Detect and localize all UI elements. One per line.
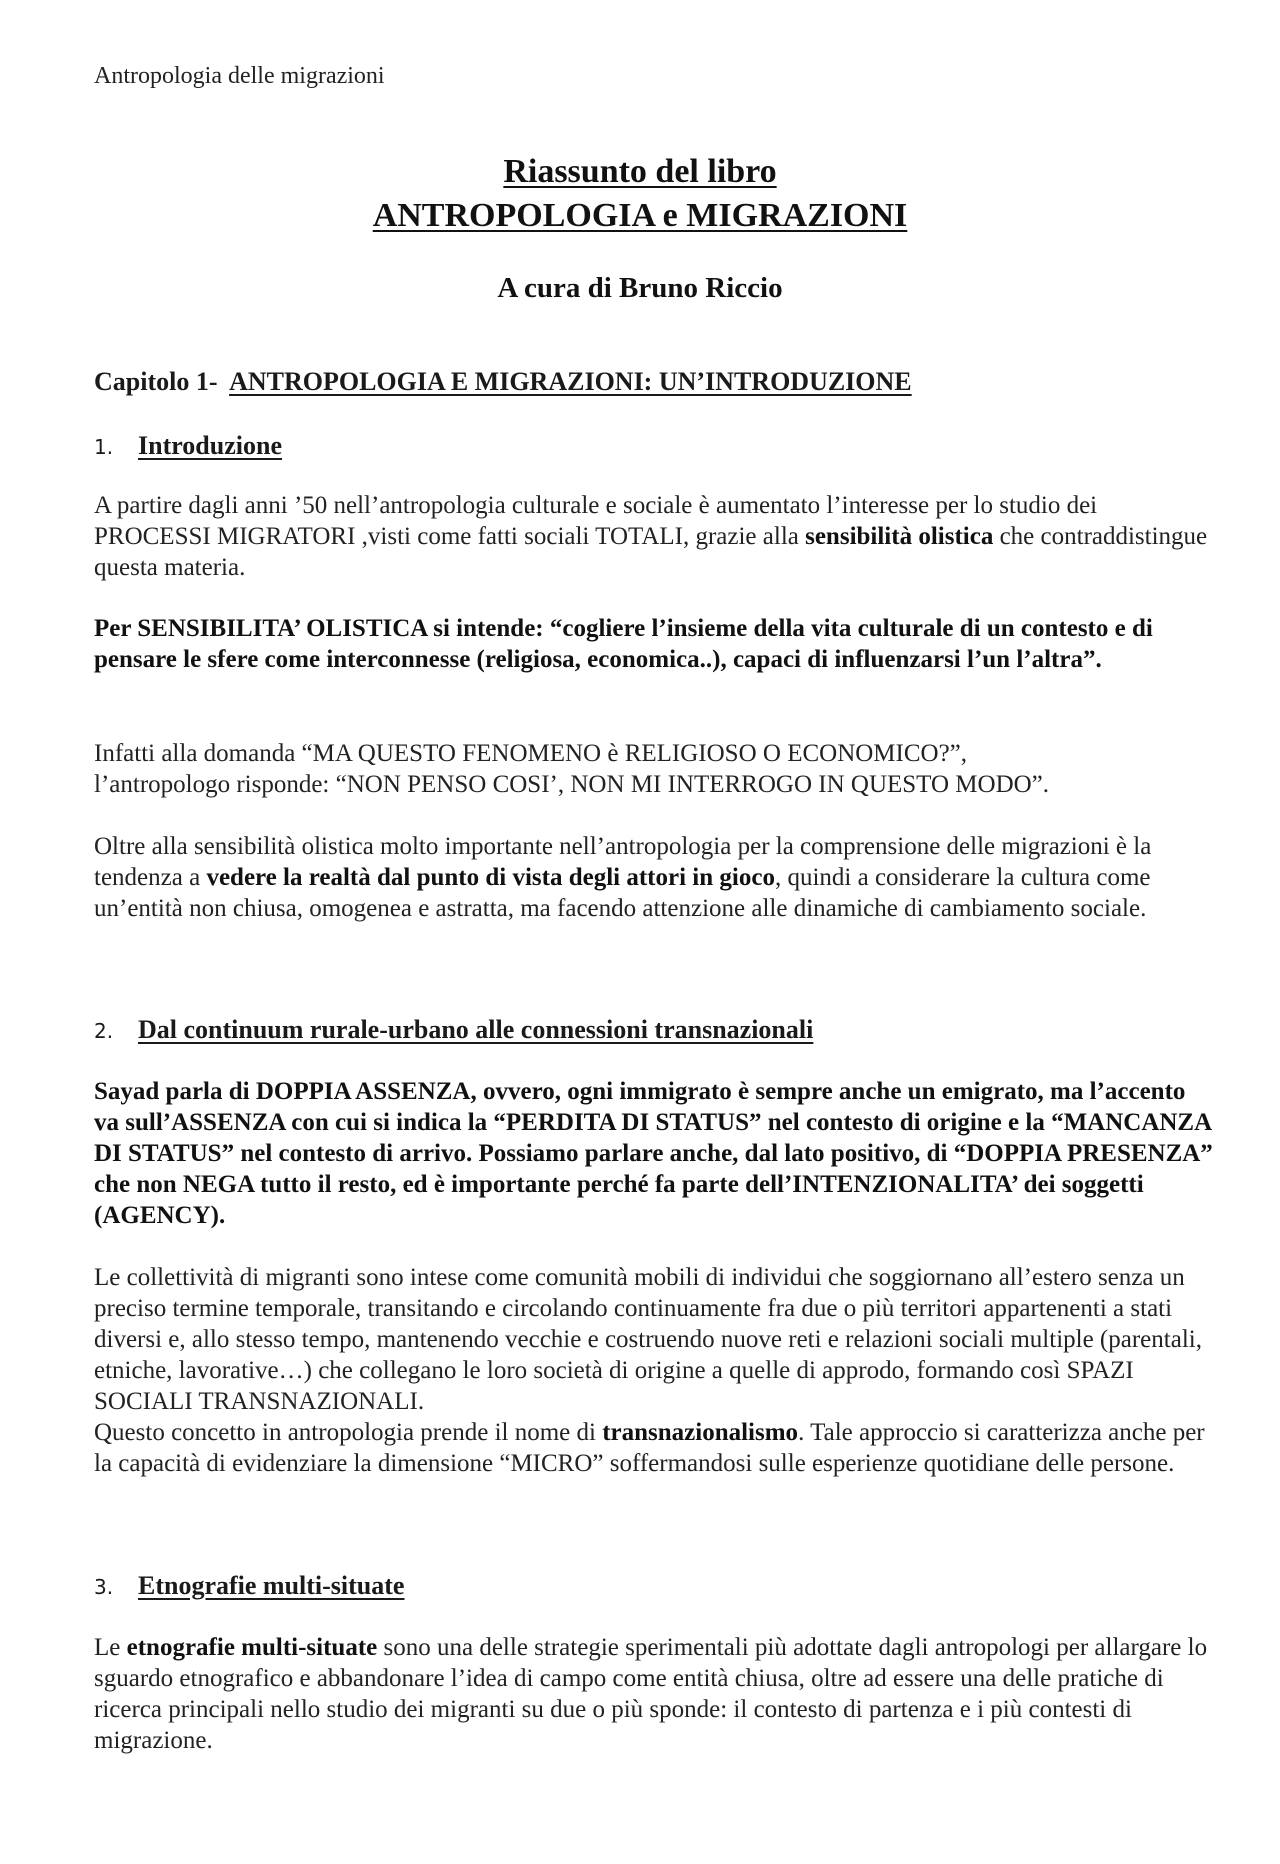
paragraph-question xyxy=(94,738,1214,800)
text-run: , quindi a considerare la cultura come un’entità non chiusa, omogenea e astratta, ma facendo attenzione alle dinamiche di cambiamento sociale. xyxy=(94,864,1151,922)
text-run: Le xyxy=(94,1634,127,1661)
text-run: A partire dagli anni ’50 nell’antropologia culturale e sociale è aumentato l’interesse per lo studio dei PROCESSI MIGRATORI ,visti come fatti sociali TOTALI, grazie alla xyxy=(94,492,1098,550)
section-heading-1 xyxy=(94,428,282,465)
section-number: 1. xyxy=(94,435,114,459)
section-number: 2. xyxy=(94,1019,114,1043)
paragraph-definition: Per SENSIBILITA’ OLISTICA si intende: “cogliere l’insieme della vita culturale di un contesto e di pensare le sfere come interconnesse (religiosa, economica..), capaci di influenzarsi l’un l’altra”. xyxy=(94,615,1153,673)
chapter-name: ANTROPOLOGIA E MIGRAZIONI: UN’INTRODUZIONE xyxy=(229,367,912,396)
paragraph-intro xyxy=(94,490,1214,583)
title-line-2 xyxy=(0,194,1280,238)
chapter-heading xyxy=(94,364,912,400)
title-main: Riassunto del libro xyxy=(503,153,777,190)
text-run: Questo concetto in antropologia prende il nome di xyxy=(94,1419,603,1446)
bold-run: vedere la realtà dal punto di vista degli attori in gioco xyxy=(206,864,775,891)
section-number: 3. xyxy=(94,1575,114,1599)
text-run: sono una delle strategie sperimentali più adottate dagli antropologi per allargare lo sguardo etnografico e abbandonare l’idea di campo come entità chiusa, oltre ad essere una delle pratiche di ricerca principali nello studio dei migranti su due o più sponde: il contesto di partenza e i più contesti di migrazione. xyxy=(94,1634,1208,1754)
text-run: che contraddistingue questa materia. xyxy=(94,523,1208,581)
paragraph-transnazionalismo xyxy=(94,1417,1214,1479)
paragraph-actors xyxy=(94,831,1214,924)
section-heading-2 xyxy=(94,1012,813,1049)
text-line: l’antropologo risponde: “NON PENSO COSI’, NON MI INTERROGO IN QUESTO MODO”. xyxy=(94,771,1050,798)
chapter-label: Capitolo 1- xyxy=(94,367,218,396)
text-run: Oltre alla sensibilità olistica molto importante nell’antropologia per la comprensione delle migrazioni è la tendenza a xyxy=(94,833,1152,891)
title-editor: A cura di Bruno Riccio xyxy=(497,272,783,304)
text-run: . Tale approccio si caratterizza anche per la capacità di evidenziare la dimensione “MICRO” soffermandosi sulle esperienze quotidiane delle persone. xyxy=(94,1419,1205,1477)
text-line: Infatti alla domanda “MA QUESTO FENOMENO è RELIGIOSO O ECONOMICO?”, xyxy=(94,740,968,767)
bold-run: transnazionalismo xyxy=(602,1419,799,1446)
bold-run: sensibilità olistica xyxy=(805,523,994,550)
bold-run: etnografie multi-situate xyxy=(126,1634,378,1661)
paragraph-sayad: Sayad parla di DOPPIA ASSENZA, ovvero, ogni immigrato è sempre anche un emigrato, ma l’accento va sull’ASSENZA con cui si indica la “PERDITA DI STATUS” nel contesto di origine e la “MANCANZA DI STATUS” nel contesto di arrivo. Possiamo parlare anche, dal lato positivo, di “DOPPIA PRESENZA” che non NEGA tutto il resto, ed è importante perché fa parte dell’INTENZIONALITA’ dei soggetti (AGENCY). xyxy=(94,1078,1213,1229)
section-title: Dal continuum rurale-urbano alle connessioni transnazionali xyxy=(138,1015,814,1044)
section-title: Introduzione xyxy=(138,431,282,460)
title-line-1 xyxy=(0,150,1280,194)
running-header: Antropologia delle migrazioni xyxy=(94,63,385,89)
title-book: ANTROPOLOGIA e MIGRAZIONI xyxy=(372,197,908,234)
paragraph-collettivita: Le collettività di migranti sono intese come comunità mobili di individui che soggiornano all’estero senza un preciso termine temporale, transitando e circolando continuamente fra due o più territori appartenenti a stati diversi e, allo stesso tempo, mantenendo vecchie e costruendo nuove reti e relazioni sociali multiple (parentali, etniche, lavorative…) che collegano le loro società di origine a quelle di approdo, formando così SPAZI SOCIALI TRANSNAZIONALI. xyxy=(94,1264,1202,1415)
paragraph-etnografie xyxy=(94,1632,1214,1756)
section-heading-3 xyxy=(94,1568,404,1605)
section-title: Etnografie multi-situate xyxy=(138,1571,405,1600)
